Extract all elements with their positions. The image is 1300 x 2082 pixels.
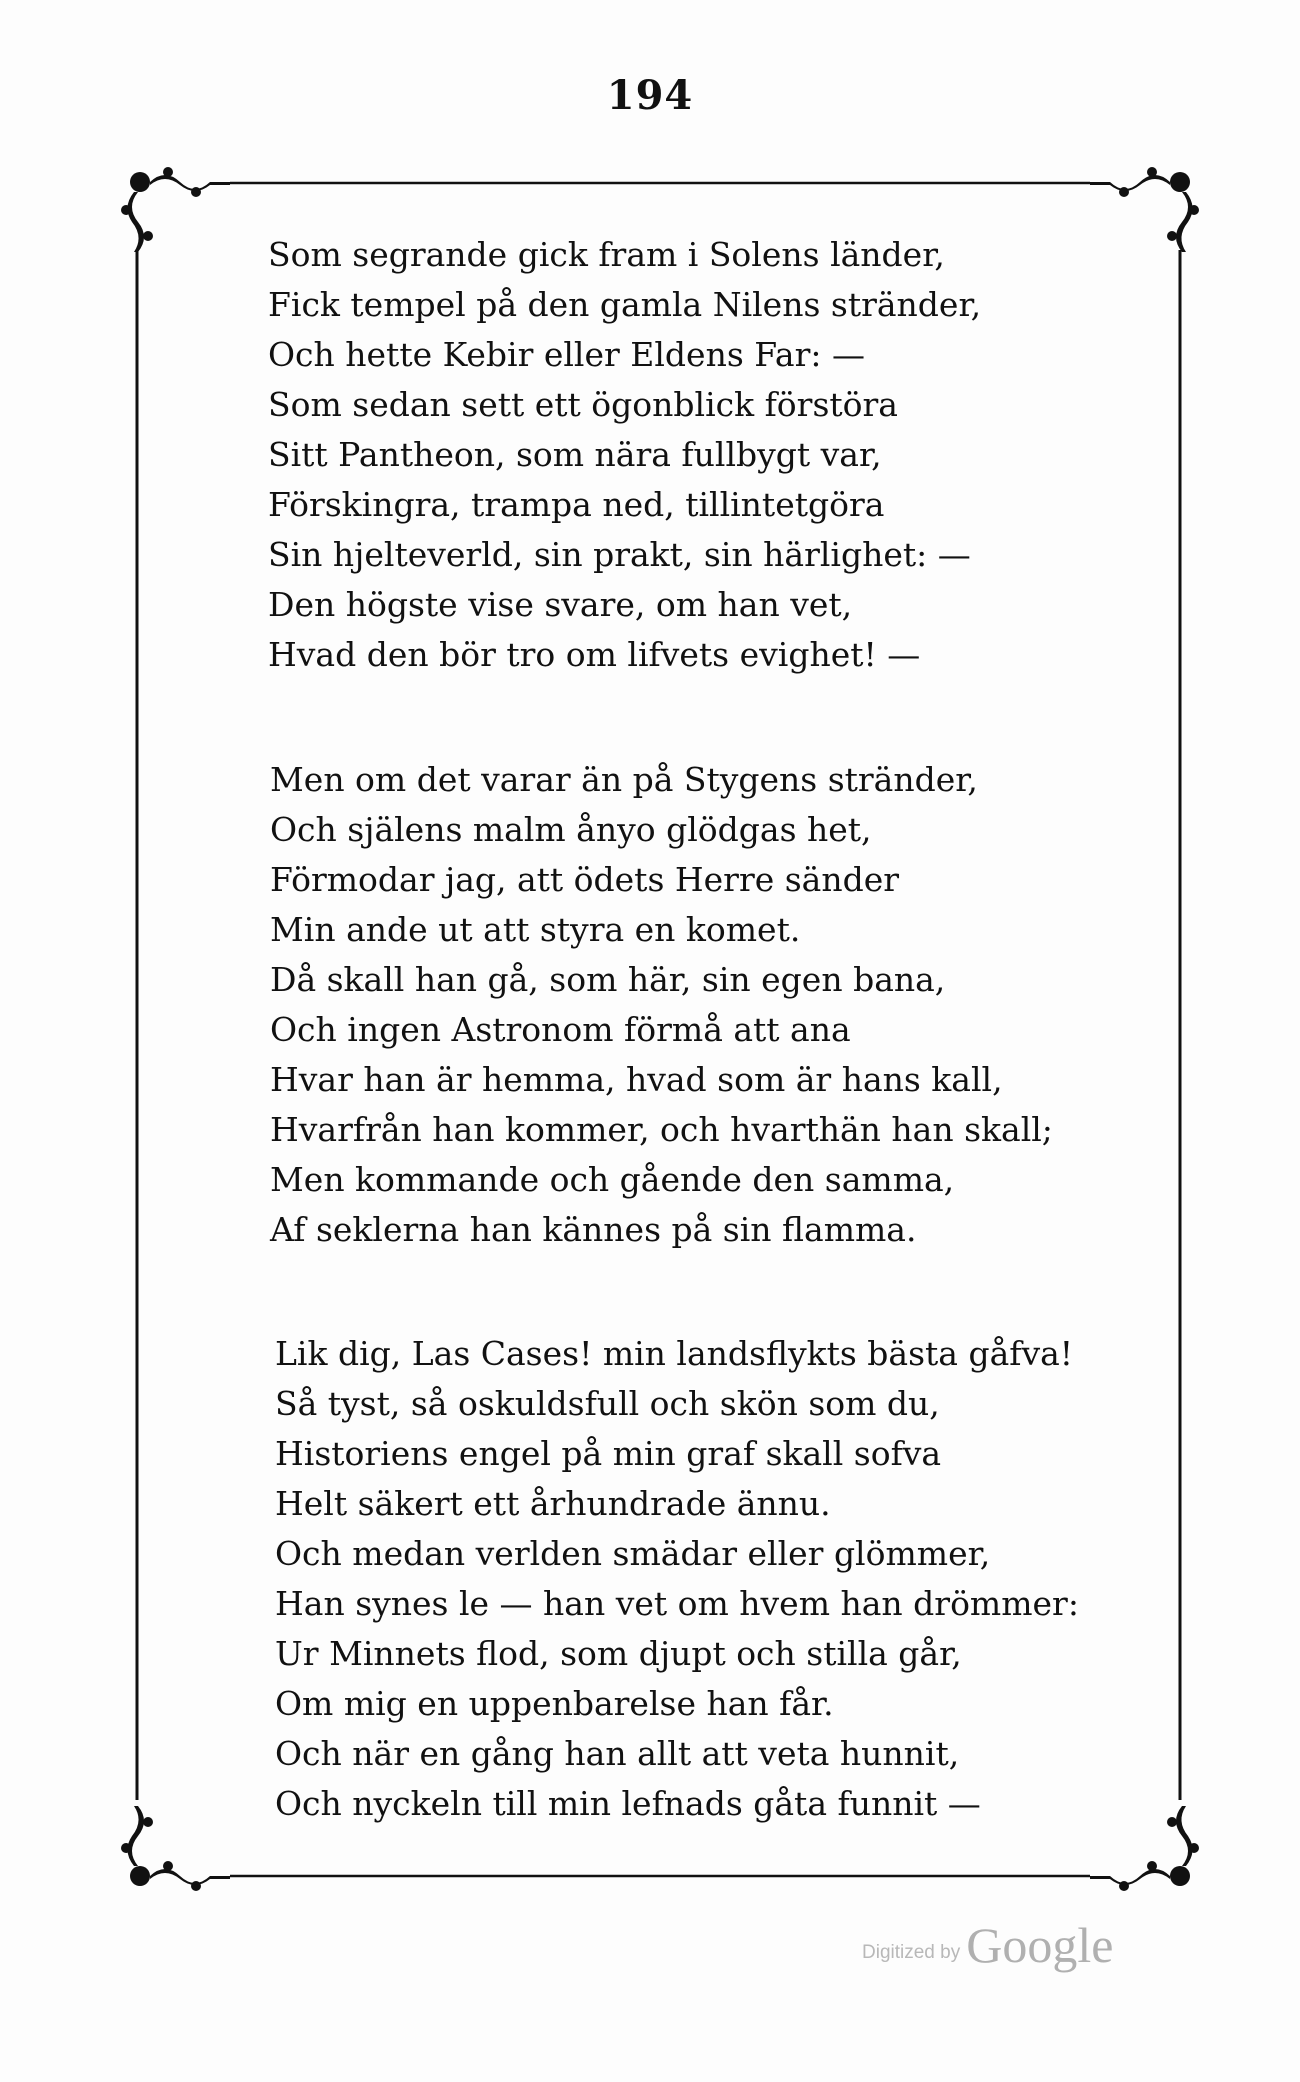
poem-line: Han synes le — han vet om hvem han drömmer:	[275, 1584, 1079, 1623]
poem-line: Som sedan sett ett ögonblick förstöra	[268, 385, 898, 424]
poem-line: Om mig en uppenbarelse han får.	[275, 1684, 834, 1723]
poem-line: Hvarfrån han kommer, och hvarthän han skall;	[270, 1110, 1053, 1149]
poem-line: Så tyst, så oskuldsfull och skön som du,	[275, 1384, 940, 1423]
poem-line: Historiens engel på min graf skall sofva	[275, 1434, 942, 1473]
poem-line: Helt säkert ett århundrade ännu.	[275, 1484, 831, 1523]
corner-ornament-bottom-left	[121, 1806, 230, 1891]
poem-line: Lik dig, Las Cases! min landsflykts bästa gåfva!	[275, 1334, 1074, 1373]
poem-line: Förmodar jag, att ödets Herre sänder	[270, 860, 900, 899]
stanza-2	[270, 755, 1053, 1255]
poem-line: Förskingra, trampa ned, tillintetgöra	[268, 485, 885, 524]
poem-line: Fick tempel på den gamla Nilens stränder,	[268, 285, 982, 324]
stanza-1	[268, 230, 981, 680]
corner-ornament-top-right	[1090, 167, 1199, 252]
poem-line: Och medan verlden smädar eller glömmer,	[275, 1534, 991, 1573]
watermark-brand: Google	[966, 1917, 1114, 1973]
poem-line: Ur Minnets flod, som djupt och stilla går,	[275, 1634, 962, 1673]
poem-line: Och själens malm ånyo glödgas het,	[270, 810, 872, 849]
poem-line: Som segrande gick fram i Solens länder,	[268, 235, 945, 274]
corner-ornament-top-left	[121, 167, 230, 252]
poem-line: Hvar han är hemma, hvad som är hans kall,	[270, 1060, 1003, 1099]
poem-line: Min ande ut att styra en komet.	[270, 910, 801, 949]
poem-line: Då skall han gå, som här, sin egen bana,	[270, 960, 946, 999]
poem-line: Och ingen Astronom förmå att ana	[270, 1010, 851, 1049]
poem-line: Den högste vise svare, om han vet,	[268, 585, 853, 624]
poem-line: Men kommande och gående den samma,	[270, 1160, 955, 1199]
page-number: 194	[606, 72, 694, 119]
poem-line: Och hette Kebir eller Eldens Far: —	[268, 335, 865, 374]
stanza-3	[275, 1329, 1079, 1829]
watermark-prefix: Digitized by	[862, 1942, 961, 1963]
poem-line: Men om det varar än på Stygens stränder,	[270, 760, 978, 799]
poem-line: Sin hjelteverld, sin prakt, sin härlighet: —	[268, 535, 971, 574]
poem-line: Hvad den bör tro om lifvets evighet! —	[268, 635, 921, 674]
digitized-watermark	[862, 1916, 1113, 1974]
poem-line: Af seklerna han kännes på sin flamma.	[270, 1210, 917, 1249]
poem-line: Och nyckeln till min lefnads gåta funnit —	[275, 1784, 981, 1823]
poem-line: Och när en gång han allt att veta hunnit,	[275, 1734, 960, 1773]
corner-ornament-bottom-right	[1090, 1806, 1199, 1891]
poem-line: Sitt Pantheon, som nära fullbygt var,	[268, 435, 882, 474]
